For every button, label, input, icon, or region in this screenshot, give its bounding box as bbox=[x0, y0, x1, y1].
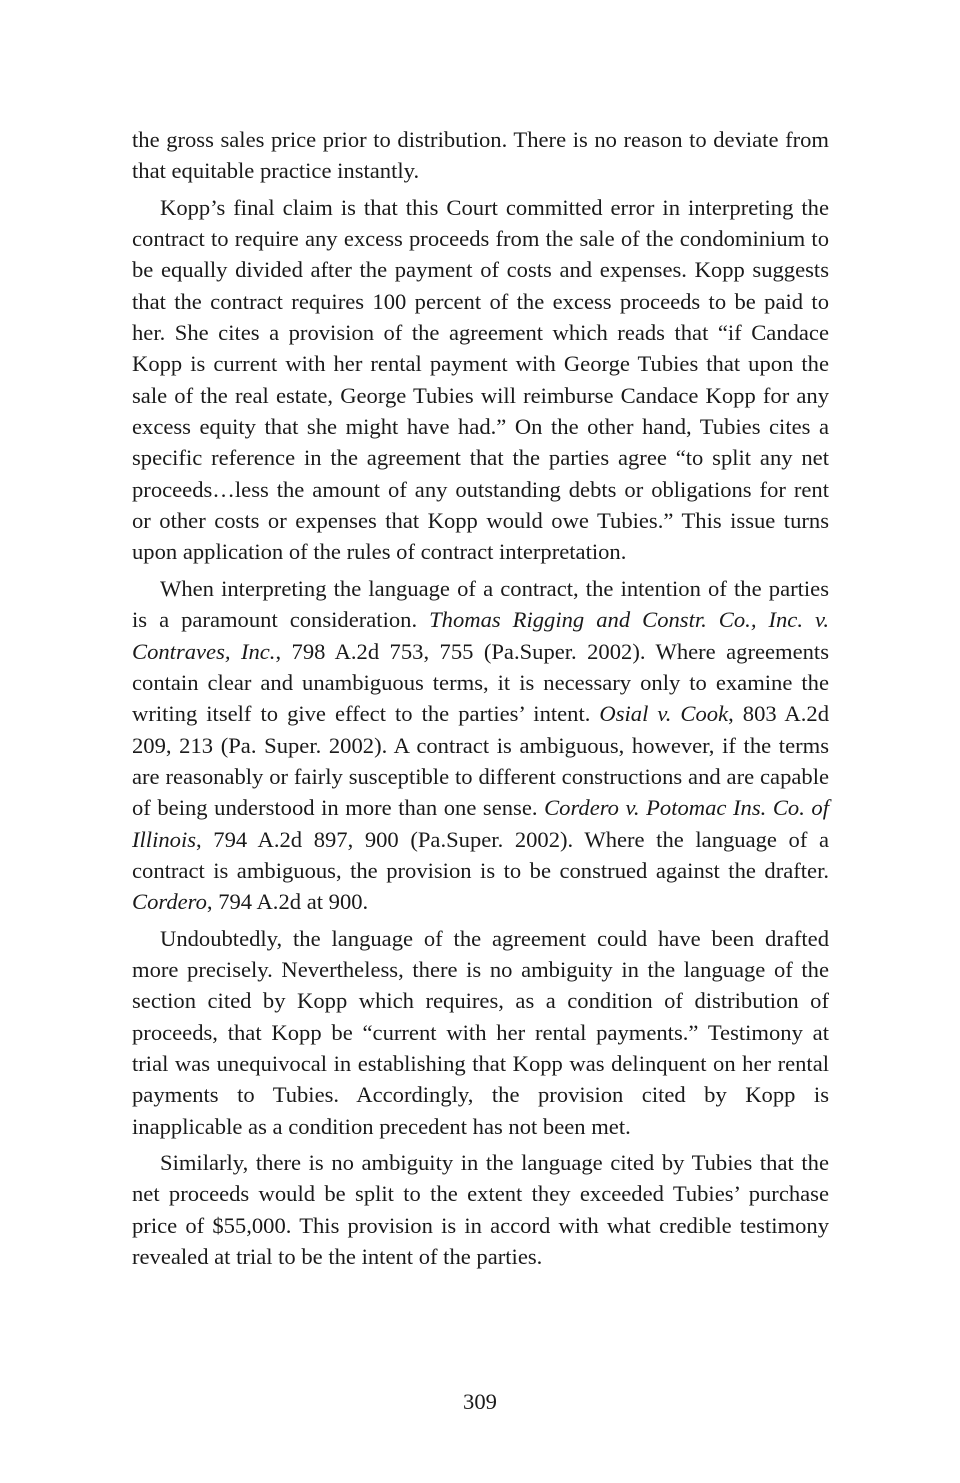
paragraph-p3 bbox=[132, 923, 829, 1142]
paragraph-text: , 794 A.2d 897, 900 (Pa.Super. 2002). Where the language of a contract is ambiguous, the provision is to be construed against the drafter. bbox=[132, 826, 829, 883]
document-body bbox=[132, 124, 829, 1272]
case-citation: Thomas Rigging and Constr. Co., Inc. v. Contraves, Inc. bbox=[132, 607, 829, 664]
paragraph-text: When interpreting the language of a contract, the intention of the parties is a paramount consideration. bbox=[132, 575, 829, 633]
paragraph-text: , 803 A.2d 209, 213 (Pa. Super. 2002). A contract is ambiguous, however, if the terms are reasonably or fairly susceptible to different constructions and are capable of being understood in more than one sense. bbox=[132, 701, 829, 821]
paragraph-p0 bbox=[132, 124, 829, 187]
paragraph-text: , 794 A.2d at 900. bbox=[206, 889, 369, 915]
paragraph-text: Kopp’s final claim is that this Court committed error in interpreting the contract to require any excess proceeds from the sale of the condominium to be equally divided after the payment of costs and expenses. Kopp suggests that the contract requires 100 percent of the excess proceeds to be paid to her. She cites a provision of the agreement which reads that “if Candace Kopp is current with her rental payment with George Tubies that upon the sale of the real estate, George Tubies will reimburse Candace Kopp for any excess equity that she might have had.” On the other hand, Tubies cites a specific reference in the agreement that the parties agree “to split any net proceeds…less the amount of any outstanding debts or obligations for rent or other costs or expenses that Kopp would owe Tubies.” This issue turns upon application of the rules of contract interpretation. bbox=[132, 194, 829, 565]
page-number: 309 bbox=[463, 1389, 497, 1414]
paragraph-p1 bbox=[132, 192, 829, 568]
case-citation: Osial v. Cook bbox=[599, 701, 729, 727]
paragraph-text: , 798 A.2d 753, 755 (Pa.Super. 2002). Where agreements contain clear and unambiguous terms, it is necessary only to examine the writing itself to give effect to the parties’ intent. bbox=[132, 638, 829, 727]
paragraph-p4 bbox=[132, 1147, 829, 1272]
paragraph-p2 bbox=[132, 573, 829, 918]
paragraph-text: Undoubtedly, the language of the agreement could have been drafted more precisely. Nevertheless, there is no ambiguity in the language of the section cited by Kopp which requires, as a condition of distribution of proceeds, that Kopp be “current with her rental payments.” Testimony at trial was unequivocal in establishing that Kopp was delinquent on her rental payments to Tubies. Accordingly, the provision cited by Kopp is inapplicable as a condition precedent has not been met. bbox=[132, 925, 829, 1139]
paragraph-text: Similarly, there is no ambiguity in the language cited by Tubies that the net proceeds would be split to the extent they exceeded Tubies’ purchase price of $55,000. This provision is in accord with what credible testimony revealed at trial to be the intent of the parties. bbox=[132, 1150, 829, 1270]
paragraph-text: the gross sales price prior to distribution. There is no reason to deviate from that equitable practice instantly. bbox=[132, 127, 829, 184]
case-citation: Cordero v. Potomac Ins. Co. of Illinois bbox=[132, 795, 829, 852]
case-citation: Cordero bbox=[132, 889, 207, 915]
